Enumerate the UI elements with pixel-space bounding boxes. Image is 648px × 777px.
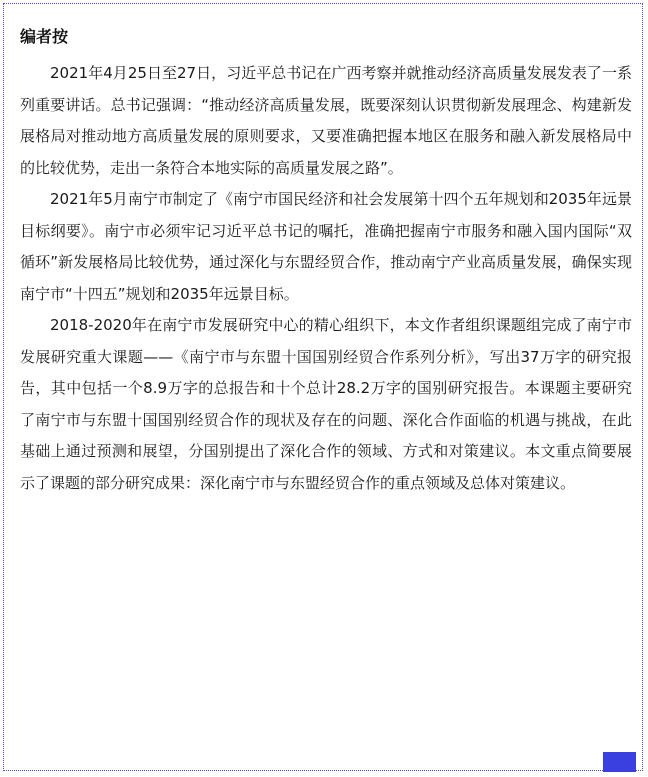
- section-title: 编者按: [20, 27, 69, 46]
- editor-note: [20, 22, 632, 499]
- paragraph-3: 2018-2020年在南宁市发展研究中心的精心组织下，本文作者组织课题组完成了南宁市发展研究重大课题——《南宁市与东盟十国国别经贸合作系列分析》，写出37万字的研究报告，其中包括一个8.9万字的总报告和十个总计28.2万字的国别研究报告。本课题主要研究了南宁市与东盟十国国别经贸合作的现状及存在的问题、深化合作面临的机遇与挑战，在此基础上通过预测和展望，分国别提出了深化合作的领域、方式和对策建议。本文重点简要展示了课题的部分研究成果：深化南宁市与东盟经贸合作的重点领域及总体对策建议。: [20, 316, 632, 492]
- paragraph-1: 2021年4月25日至27日，习近平总书记在广西考察并就推动经济高质量发展发表了一系列重要讲话。总书记强调：“推动经济高质量发展，既要深刻认识贯彻新发展理念、构建新发展格局对推动地方高质量发展的原则要求，又要准确把握本地区在服务和融入新发展格局中的比较优势，走出一条符合本地实际的高质量发展之路”。: [20, 64, 632, 177]
- resize-handle[interactable]: [603, 752, 636, 772]
- paragraph-2: 2021年5月南宁市制定了《南宁市国民经济和社会发展第十四个五年规划和2035年远景目标纲要》。南宁市必须牢记习近平总书记的嘱托，准确把握南宁市服务和融入国内国际“双循环”新发展格局比较优势，通过深化与东盟经贸合作，推动南宁产业高质量发展，确保实现南宁市“十四五”规划和2035年远景目标。: [20, 190, 632, 303]
